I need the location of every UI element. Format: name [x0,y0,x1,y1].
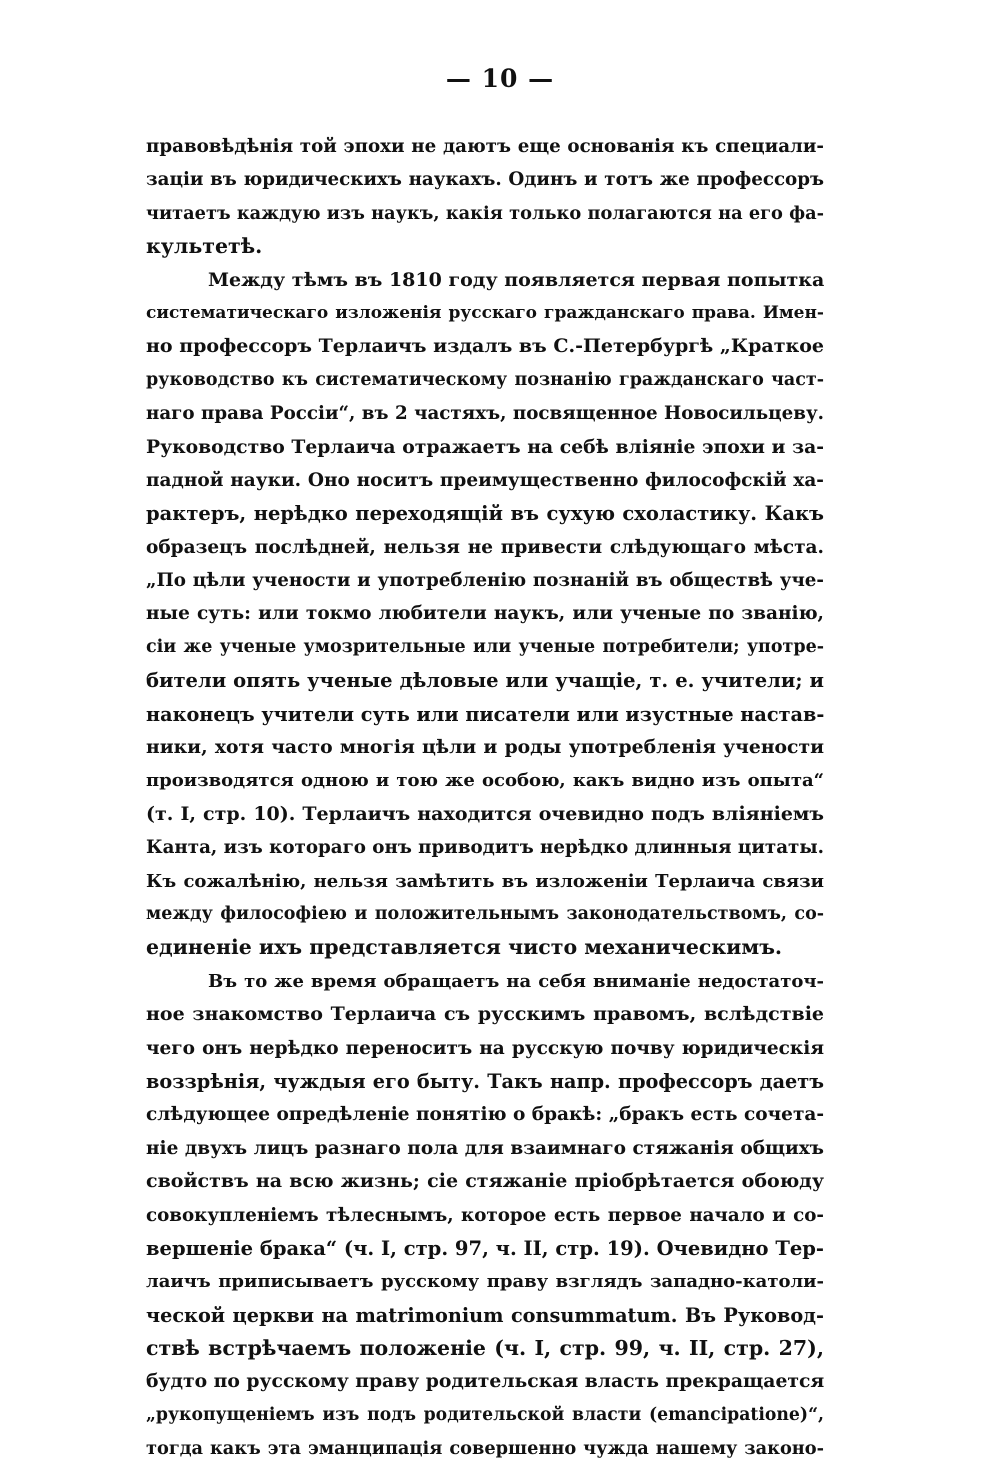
text-line: Между тѣмъ въ 1810 году появляется первая попытка [208,268,825,291]
text-line: совокупленіемъ тѣлеснымъ, которое есть первое начало и со- [146,1204,824,1226]
text-line: ники, хотя часто многія цѣли и роды употребленія учености [146,736,824,759]
text-line: Канта, изъ котораго онъ приводитъ нерѣдко длинныя цитаты. [146,837,824,859]
text-line: чего онъ нерѣдко переноситъ на русскую почву юридическія [146,1037,824,1059]
text-line: культетѣ. [146,234,263,259]
text-line: наконецъ учители суть или писатели или изустные настав- [146,702,825,726]
text-line: но профессоръ Терлаичъ издалъ въ С.-Петербургѣ „Краткое [146,335,824,358]
text-line: рактеръ, нерѣдко переходящій въ сухую схоластику. Какъ [146,502,824,526]
text-line: ческой церкви на matrimonium consummatum. Въ Руковод- [146,1303,824,1327]
text-line: будто по русскому праву родительская власть прекращается [146,1370,825,1393]
text-line: „рукопущеніемъ изъ подъ родительской власти (emancipatione)“, [146,1404,824,1425]
text-line: свойствъ на всю жизнь; сіе стяжаніе пріобрѣтается обоюду [146,1170,824,1193]
text-line: слѣдующее опредѣленіе понятію о бракѣ: „бракъ есть сочета- [146,1104,825,1126]
text-line: наго права Россіи“, въ 2 частяхъ, посвященное Новосильцеву. [146,403,824,425]
page-number: — 10 — [445,64,555,93]
text-line: читаетъ каждую изъ наукъ, какія только полагаются на его фа- [146,202,824,224]
text-line: образецъ послѣдней, нельзя не привести слѣдующаго мѣста. [146,536,824,558]
text-line: ствѣ встрѣчаемъ положеніе (ч. I, стр. 99, ч. II, стр. 27), [146,1336,824,1361]
text-line: руководство къ систематическому познанію гражданскаго част- [146,369,824,390]
text-line: падной науки. Оно носитъ преимущественно философскій ха- [146,469,824,491]
text-line: ніе двухъ лицъ разнаго пола для взаимнаго стяжанія общихъ [146,1137,824,1159]
text-line: заціи въ юридическихъ наукахъ. Одинъ и тотъ же профессоръ [146,169,824,191]
text-line: сіи же ученые умозрительные или ученые потребители; употре- [146,636,824,657]
text-line: Въ то же время обращаетъ на себя вниманіе недостаточ- [208,970,824,992]
text-line: бители опять ученые дѣловые или учащіе, т. е. учители; и [146,669,824,693]
text-line: систематическаго изложенія русскаго гражданскаго права. Имен- [146,302,824,323]
text-line: Руководство Терлаича отражаетъ на себѣ вліяніе эпохи и за- [146,435,824,458]
text-line: (т. I, стр. 10). Терлаичъ находится очевидно подъ вліяніемъ [146,802,824,825]
text-line: „По цѣли учености и употребленію познаній въ обществѣ уче- [146,570,824,592]
text-line: лаичъ приписываетъ русскому праву взглядъ западно-католи- [146,1271,824,1293]
text-line: вершеніе брака“ (ч. I, стр. 97, ч. II, стр. 19). Очевидно Тер- [146,1236,824,1260]
text-line: ное знакомство Терлаича съ русскимъ правомъ, вслѣдствіе [146,1003,824,1026]
text-line: производятся одною и тою же особою, какъ видно изъ опыта“ [146,770,824,792]
text-line: ные суть: или токмо любители наукъ, или ученые по званію, [146,603,824,625]
text-line: единеніе ихъ представляется чисто механическимъ. [146,935,783,960]
text-line: воззрѣнія, чуждыя его быту. Такъ напр. профессоръ даетъ [146,1069,824,1093]
text-line: правовѣдѣнія той эпохи не даютъ еще основанія къ специали- [146,136,824,157]
body-text [146,130,824,1466]
text-line: тогда какъ эта эманципація совершенно чужда нашему законо- [146,1438,824,1460]
text-line: между философіею и положительнымъ законодательствомъ, со- [146,903,824,924]
text-line: Къ сожалѣнію, нельзя замѣтить въ изложеніи Терлаича связи [146,870,824,892]
